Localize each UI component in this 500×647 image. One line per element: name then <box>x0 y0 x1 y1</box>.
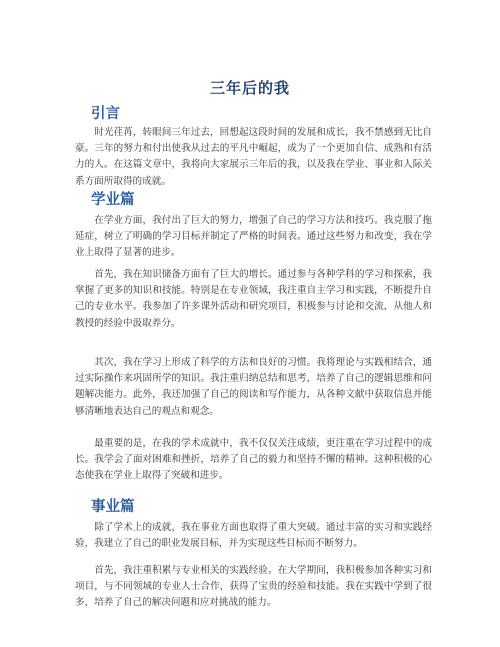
studies-paragraph-3: 其次，我在学习上形成了科学的方法和良好的习惯。我将理论与实践相结合，通过实际操作来巩固所学的知识。我注重归纳总结和思考，培养了自己的逻辑思维和问题解决能力。此外，我还加强了自己的阅读和写作能力，从各种文献中获取信息并能够清晰地表达自己的观点和观念。 <box>75 357 432 417</box>
section-heading-career: 事业篇 <box>91 499 135 515</box>
introduction-paragraph: 时光荏苒，转眼间三年过去，回想起这段时间的发展和成长，我不禁感到无比自豪。三年的努力和付出使我从过去的平凡中崛起，成为了一个更加自信、成熟和有活力的人。在这篇文章中，我将向大家展示三年后的我，以及我在学业、事业和人际关系方面所取得的成就。 <box>75 127 432 187</box>
document-title: 三年后的我 <box>209 79 290 97</box>
studies-paragraph-4: 最重要的是，在我的学术成就中，我不仅仅关注成绩，更注重在学习过程中的成长。我学会了面对困难和挫折，培养了自己的毅力和坚持不懈的精神。这种积极的心态使我在学业上取得了突破和进步。 <box>75 438 432 482</box>
section-heading-studies: 学业篇 <box>91 192 135 208</box>
studies-paragraph-2: 首先，我在知识储备方面有了巨大的增长。通过参与各种学科的学习和探索，我掌握了更多的知识和技能。特别是在专业领域，我注重自主学习和实践，不断提升自己的专业水平。我参加了许多课外活动和研究项目，积极参与讨论和交流，从他人和教授的经验中汲取养分。 <box>75 269 432 329</box>
career-paragraph-2: 首先，我注重积累与专业相关的实践经验。在大学期间，我积极参加各种实习和项目，与不同领域的专业人士合作，获得了宝贵的经验和技能。我在实践中学到了很多，培养了自己的解决问题和应对挑战的能力。 <box>75 565 432 609</box>
career-paragraph-1: 除了学术上的成就，我在事业方面也取得了重大突破。通过丰富的实习和实践经验，我建立了自己的职业发展目标，并为实现这些目标而不断努力。 <box>75 522 432 550</box>
studies-paragraph-1: 在学业方面，我付出了巨大的努力，增强了自己的学习方法和技巧。我克服了拖延症，树立了明确的学习目标并制定了严格的时间表。通过这些努力和改变，我在学业上取得了显著的进步。 <box>75 215 432 259</box>
section-heading-introduction: 引言 <box>91 106 120 122</box>
